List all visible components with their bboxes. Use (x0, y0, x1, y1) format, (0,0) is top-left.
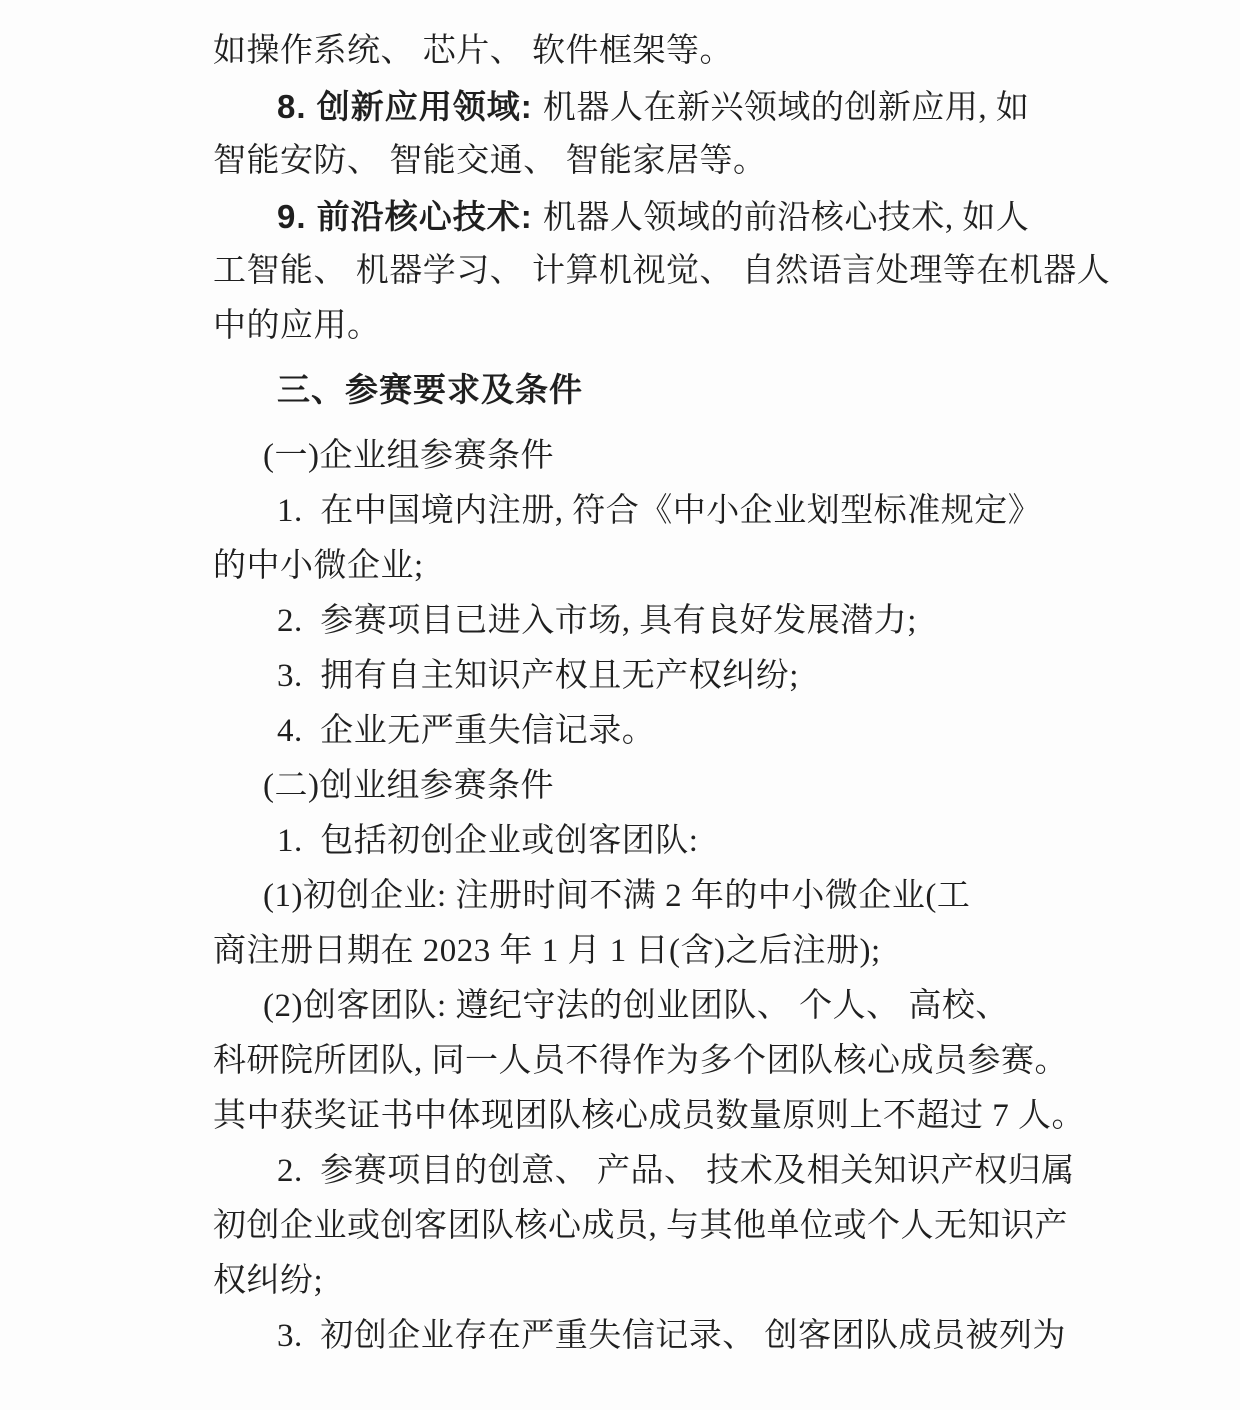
numbered-item: 1. 包括初创企业或创客团队: (277, 823, 699, 859)
text-line: 商注册日期在 2023 年 1 月 1 日(含)之后注册); (213, 933, 881, 969)
numbered-item: 2. 参赛项目的创意、 产品、 技术及相关知识产权归属 (277, 1153, 1075, 1189)
text-line: 如操作系统、 芯片、 软件框架等。 (213, 33, 733, 69)
section-heading-3: 三、参赛要求及条件 (277, 371, 583, 408)
text-line: 的中小微企业; (213, 548, 424, 584)
numbered-item: 2. 参赛项目已进入市场, 具有良好发展潜力; (277, 603, 917, 639)
text-line: 其中获奖证书中体现团队核心成员数量原则上不超过 7 人。 (213, 1098, 1085, 1134)
numbered-item: 4. 企业无严重失信记录。 (277, 713, 656, 749)
text-line: 科研院所团队, 同一人员不得作为多个团队核心成员参赛。 (213, 1043, 1068, 1079)
sub-item-1: (1)初创企业: 注册时间不满 2 年的中小微企业(工 (263, 878, 971, 914)
item-8-text: 机器人在新兴领域的创新应用, 如 (542, 90, 1030, 126)
sub-item-2: (2)创客团队: 遵纪守法的创业团队、 个人、 高校、 (263, 988, 1009, 1024)
document-text-block (213, 24, 1111, 1364)
numbered-item: 1. 在中国境内注册, 符合《中小企业划型标准规定》 (277, 493, 1042, 529)
subsection-heading-2: (二)创业组参赛条件 (263, 768, 554, 804)
text-line: 智能安防、 智能交通、 智能家居等。 (213, 143, 767, 179)
item-9-label: 9. 前沿核心技术: (277, 198, 543, 235)
numbered-item: 3. 初创企业存在严重失信记录、 创客团队成员被列为 (277, 1318, 1066, 1354)
numbered-item-9 (213, 189, 1030, 244)
item-8-label: 8. 创新应用领域: (277, 88, 543, 125)
numbered-item-8 (213, 79, 1030, 134)
text-line: 权纠纷; (213, 1263, 324, 1299)
numbered-item: 3. 拥有自主知识产权且无产权纠纷; (277, 658, 799, 694)
text-line: 中的应用。 (213, 308, 381, 344)
text-line: 工智能、 机器学习、 计算机视觉、 自然语言处理等在机器人 (213, 253, 1111, 289)
item-9-text: 机器人领域的前沿核心技术, 如人 (542, 200, 1030, 236)
text-line: 初创企业或创客团队核心成员, 与其他单位或个人无知识产 (213, 1208, 1068, 1244)
subsection-heading-1: (一)企业组参赛条件 (263, 438, 554, 474)
